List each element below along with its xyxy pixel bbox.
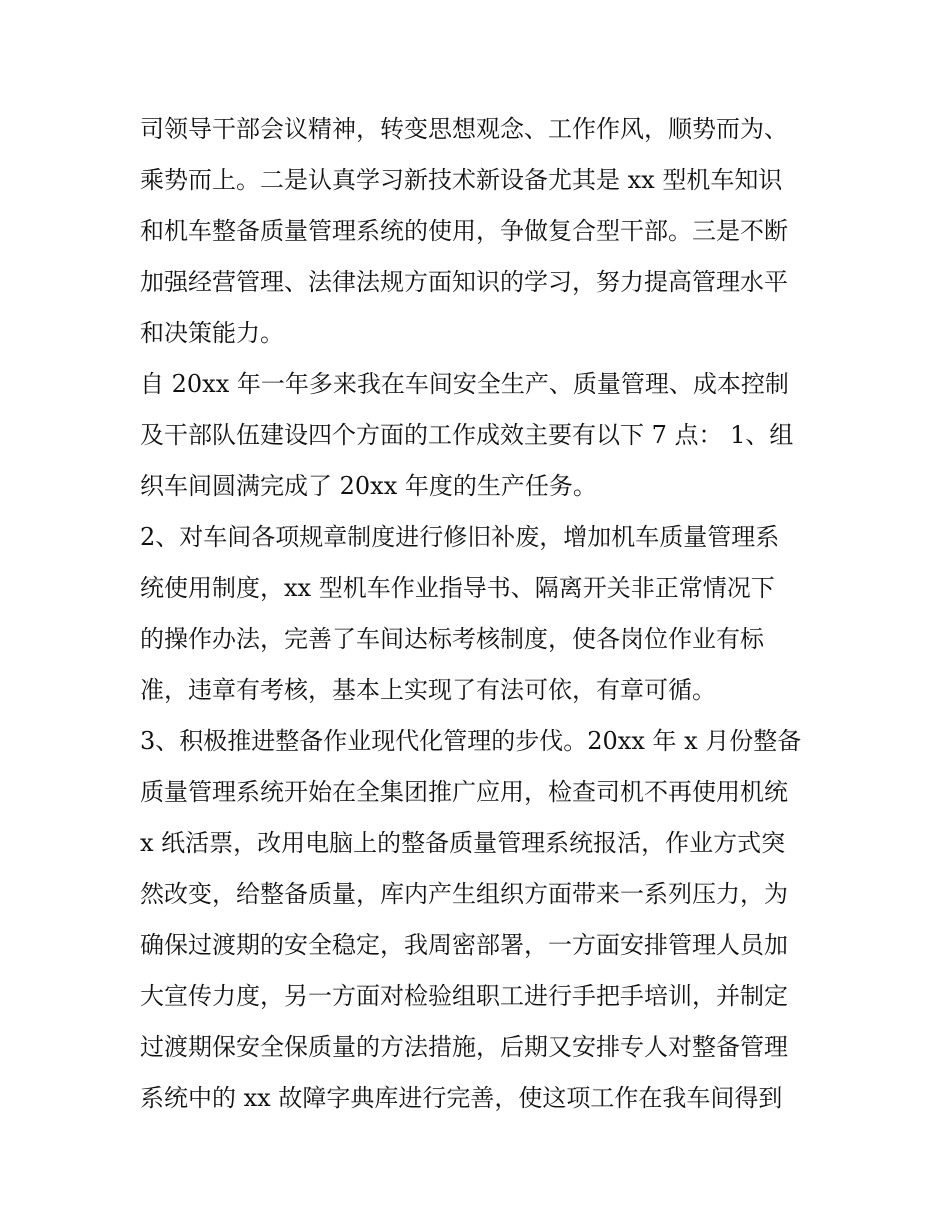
text-line: 过渡期保安全保质量的方法措施，后期又安排专人对整备管理: [140, 1033, 788, 1061]
text-line: 乘势而上。二是认真学习新技术新设备尤其是 xx 型机车知识: [140, 166, 783, 194]
text-line: 质量管理系统开始在全集团推广应用，检查司机不再使用机统: [140, 778, 788, 806]
text-line: 织车间圆满完成了 20xx 年度的生产任务。: [140, 472, 597, 500]
text-line: 和机车整备质量管理系统的使用，争做复合型干部。三是不断: [140, 217, 788, 245]
text-line: 加强经营管理、法律法规方面知识的学习，努力提高管理水平: [140, 268, 788, 296]
text-line: 司领导干部会议精神，转变思想观念、工作作风，顺势而为、: [140, 115, 788, 143]
text-line: 2、对车间各项规章制度进行修旧补废，增加机车质量管理系: [140, 523, 780, 551]
text-line: 的操作办法，完善了车间达标考核制度，使各岗位作业有标: [140, 625, 764, 653]
text-line: 然改变，给整备质量，库内产生组织方面带来一系列压力，为: [140, 880, 788, 908]
text-line: x 纸活票，改用电脑上的整备质量管理系统报活，作业方式突: [140, 829, 786, 857]
text-line: 自 20xx 年一年多来我在车间安全生产、质量管理、成本控制: [140, 370, 789, 398]
text-line: 统使用制度，xx 型机车作业指导书、隔离开关非正常情况下: [140, 574, 775, 602]
text-line: 系统中的 xx 故障字典库进行完善，使这项工作在我车间得到: [140, 1084, 783, 1112]
text-line: 3、积极推进整备作业现代化管理的步伐。20xx 年 x 月份整备: [140, 727, 802, 755]
text-line: 大宣传力度，另一方面对检验组职工进行手把手培训，并制定: [140, 982, 788, 1010]
text-line: 及干部队伍建设四个方面的工作成效主要有以下 7 点： 1、组: [140, 421, 794, 449]
text-line: 准，违章有考核，基本上实现了有法可依，有章可循。: [140, 676, 716, 704]
body-text: [140, 104, 830, 1124]
text-line: 确保过渡期的安全稳定，我周密部署，一方面安排管理人员加: [140, 931, 788, 959]
text-line: 和决策能力。: [140, 319, 284, 347]
